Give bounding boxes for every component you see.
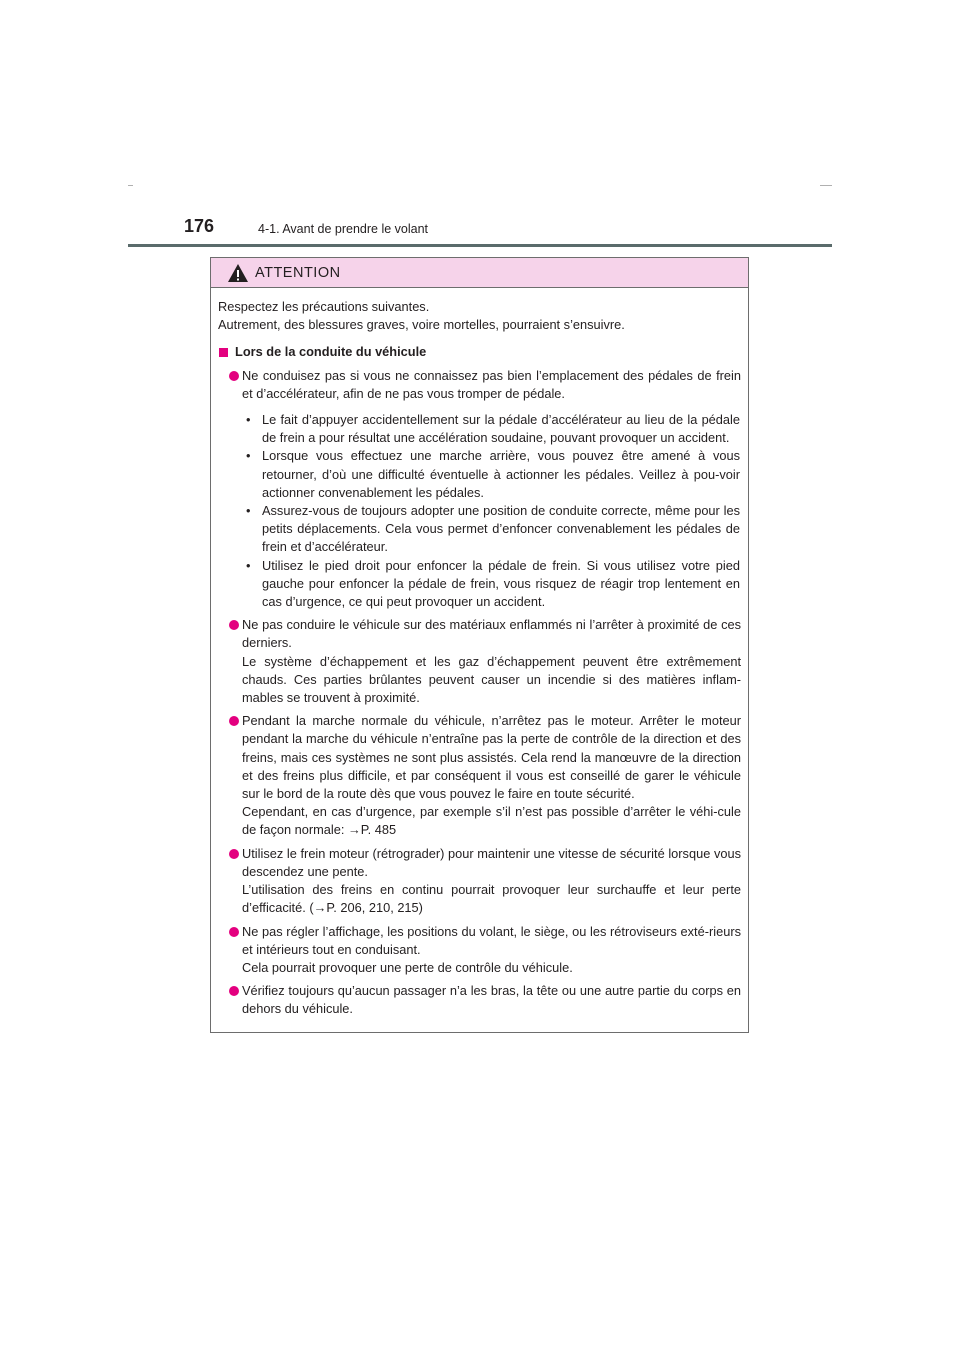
intro-line: Autrement, des blessures graves, voire mortelles, pourraient s’ensuivre. bbox=[218, 317, 625, 333]
bullet-dot-icon: • bbox=[246, 412, 251, 428]
dot-bullet-icon bbox=[229, 986, 239, 996]
list-item bbox=[218, 367, 741, 612]
item-paragraph: Ne conduisez pas si vous ne connaissez pas bien l’emplacement des pédales de frein et d’accélérateur, afin de ne pas vous tromper de pédale. bbox=[242, 367, 741, 401]
crop-mark-right bbox=[820, 185, 832, 186]
sub-item-text: Le fait d’appuyer accidentellement sur la pédale d’accélérateur au lieu de la pédale de frein a pour résultat une accélération soudaine, pouvant provoquer un accident. bbox=[262, 412, 740, 446]
intro-line: Respectez les précautions suivantes. bbox=[218, 299, 430, 314]
bullet-dot-icon: • bbox=[246, 448, 251, 464]
item-paragraph: Cela pourrait provoquer une perte de contrôle du véhicule. bbox=[242, 959, 573, 975]
sub-list bbox=[242, 411, 741, 611]
item-paragraph: L’utilisation des freins en continu pourrait provoquer leur surchauffe et leur perte d’efficacité. (→P. 206, 210, 215) bbox=[242, 882, 741, 916]
sub-list-item bbox=[242, 447, 741, 502]
attention-body bbox=[211, 288, 748, 1019]
header-divider bbox=[128, 244, 832, 247]
intro-text bbox=[218, 298, 741, 334]
page-number: 176 bbox=[184, 216, 215, 236]
attention-header bbox=[211, 258, 748, 288]
list-item bbox=[218, 712, 741, 839]
sub-list-item bbox=[242, 502, 741, 557]
item-paragraph: Le système d’échappement et les gaz d’échappement peuvent être extrêmement chauds. Ces parties brûlantes peuvent causer un incendie si des matières inflam-mables se trouvent à proximité. bbox=[242, 653, 741, 706]
list-item bbox=[218, 845, 741, 918]
list-item bbox=[218, 616, 741, 707]
dot-bullet-icon bbox=[229, 927, 239, 937]
sub-item-text: Assurez-vous de toujours adopter une position de conduite correcte, même pour les petits déplacements. Cela vous permet d’enfoncer convenablement les pédales de frein et d’accélérateur. bbox=[262, 503, 740, 555]
item-paragraph: Utilisez le frein moteur (rétrograder) pour maintenir une vitesse de sécurité lorsque vous descendez une pente. bbox=[242, 845, 741, 879]
dot-bullet-icon bbox=[229, 620, 239, 630]
warning-triangle-icon bbox=[227, 263, 249, 283]
item-paragraph: Ne pas conduire le véhicule sur des matériaux enflammés ni l’arrêter à proximité de ces derniers. bbox=[242, 617, 741, 651]
sub-list-item bbox=[242, 557, 741, 612]
dot-bullet-icon bbox=[229, 371, 239, 381]
heading-text: Lors de la conduite du véhicule bbox=[235, 344, 427, 360]
dot-bullet-icon bbox=[229, 716, 239, 726]
sub-item-text: Utilisez le pied droit pour enfoncer la pédale de frein. Si vous utilisez votre pied gauche pour enfoncer la pédale de frein, vous risquez de réagir trop lentement en cas d’urgence, ce qui peut provoquer un accident. bbox=[262, 557, 740, 610]
item-paragraph: Cependant, en cas d’urgence, par exemple s’il n’est pas possible d’arrêter le véhi-cule de façon normale: →P. 485 bbox=[242, 804, 741, 838]
list-item bbox=[218, 923, 741, 978]
item-paragraph: Ne pas régler l’affichage, les positions du volant, le siège, ou les rétroviseurs exté-rieurs et intérieurs tout en conduisant. bbox=[242, 923, 741, 957]
list-item bbox=[218, 982, 741, 1018]
attention-label: ATTENTION bbox=[255, 264, 341, 281]
attention-box bbox=[210, 257, 749, 1033]
square-bullet-icon bbox=[219, 348, 228, 357]
bullet-dot-icon: • bbox=[246, 557, 251, 573]
crop-mark-left bbox=[128, 185, 133, 186]
item-paragraph: Vérifiez toujours qu’aucun passager n’a les bras, la tête ou une autre partie du corps en dehors du véhicule. bbox=[242, 983, 741, 1017]
sub-list-item bbox=[242, 411, 741, 447]
sub-item-text: Lorsque vous effectuez une marche arrière, vous pouvez être amené à vous retourner, d’où une difficulté éventuelle à actionner les pédales. Veillez à pou-voir actionner convenablement les pédales. bbox=[262, 448, 740, 500]
section-heading bbox=[218, 343, 741, 361]
item-paragraph: Pendant la marche normale du véhicule, n’arrêtez pas le moteur. Arrêter le moteur pendant la marche du véhicule n’entraîne pas la perte de contrôle de la direction et des freins, mais ces systèmes ne sont plus assistés. Cela rend la manœuvre de la direction et des freins plus difficile, et par conséquent il vous est conseillé de garer le véhicule sur le bord de la route dès que vous pouvez le faire en toute sécurité. bbox=[242, 713, 741, 802]
dot-bullet-icon bbox=[229, 849, 239, 859]
section-title: 4-1. Avant de prendre le volant bbox=[258, 222, 429, 236]
bullet-dot-icon: • bbox=[246, 503, 251, 519]
